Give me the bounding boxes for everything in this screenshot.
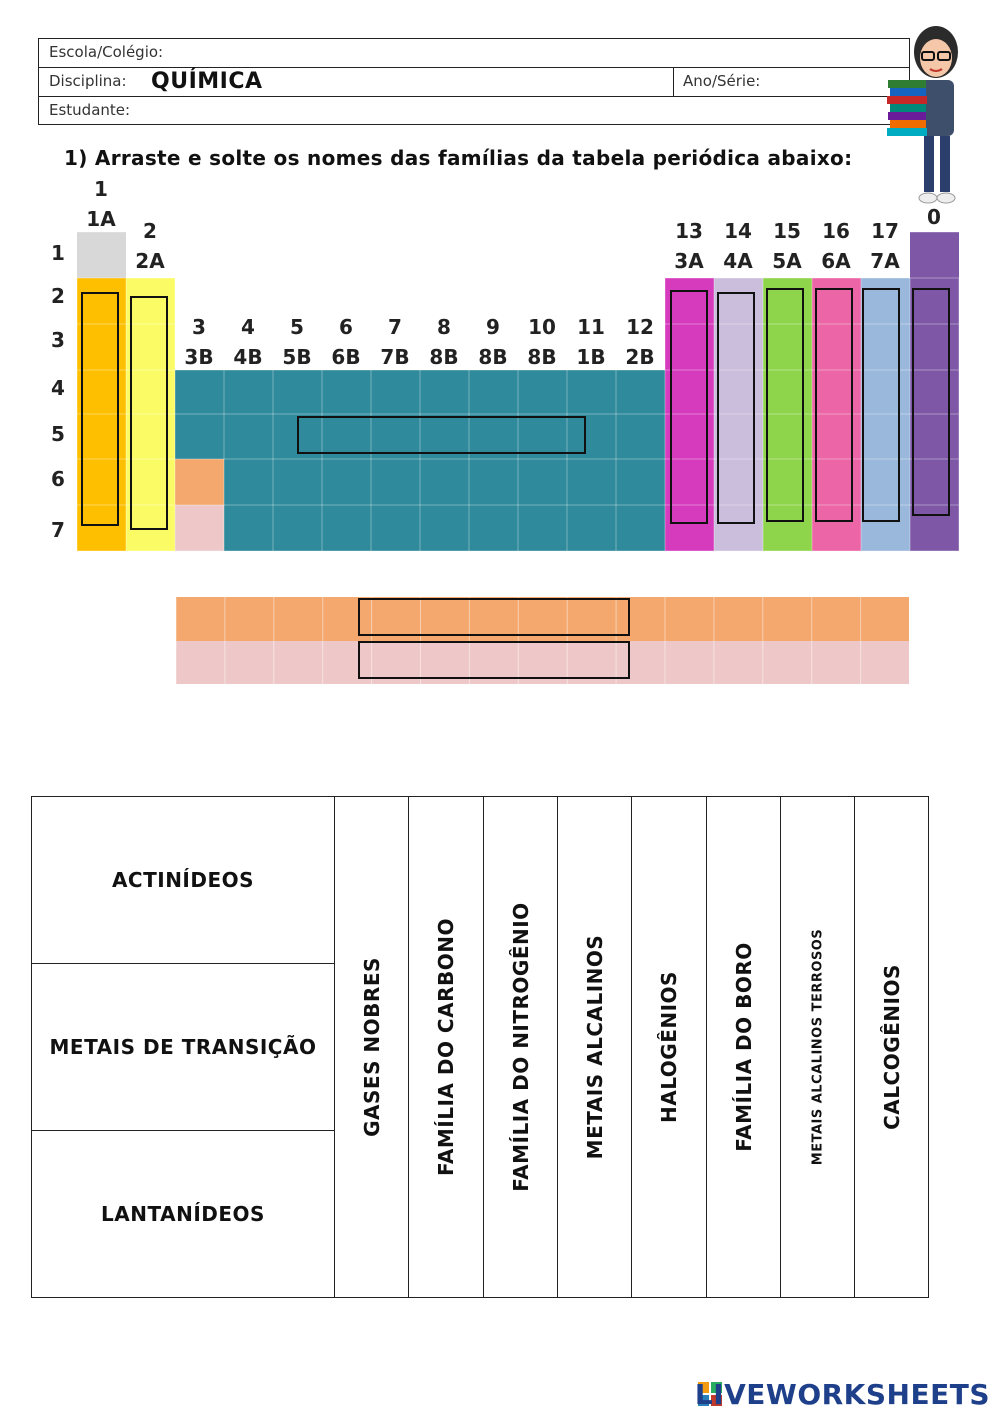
group-label-5 xyxy=(273,312,321,372)
group-subclass: 1B xyxy=(576,345,606,369)
answer-card-metais-alcalinos-terrosos[interactable] xyxy=(780,797,854,1297)
period-label-7: 7 xyxy=(51,518,65,542)
group-number: 9 xyxy=(486,315,500,339)
group-number: 14 xyxy=(724,219,752,243)
group-label-18 xyxy=(910,202,958,232)
group-label-6 xyxy=(322,312,370,372)
group-number: 2 xyxy=(143,219,157,243)
drop-target-group-13[interactable] xyxy=(670,290,708,524)
teacher-with-books-avatar-icon xyxy=(884,14,974,210)
group-subclass: 3A xyxy=(674,249,704,273)
drop-target-group-17[interactable] xyxy=(862,288,900,522)
group-subclass: 7B xyxy=(380,345,410,369)
answer-label: ACTINÍDEOS xyxy=(111,868,255,892)
group-subclass: 6B xyxy=(331,345,361,369)
header-row-student xyxy=(39,97,909,126)
group-label-13 xyxy=(665,216,713,276)
group-number: 0 xyxy=(927,205,941,229)
period-label-2: 2 xyxy=(51,284,65,308)
drop-target-actinides[interactable] xyxy=(358,641,630,679)
group-subclass: 8B xyxy=(527,345,557,369)
actinide-placeholder xyxy=(175,505,224,551)
drop-target-group-15[interactable] xyxy=(766,288,804,522)
period-label-4: 4 xyxy=(51,376,65,400)
group-subclass: 3B xyxy=(184,345,214,369)
group-subclass: 1A xyxy=(86,207,116,231)
school-label: Escola/Colégio: xyxy=(49,43,164,61)
answer-label: FAMÍLIA DO BORO xyxy=(731,942,756,1152)
drop-target-transition[interactable] xyxy=(297,416,586,454)
group-subclass: 8B xyxy=(429,345,459,369)
liveworksheets-logo: LIVEWORKSHEETS xyxy=(694,1378,990,1411)
group-label-14 xyxy=(714,216,762,276)
group-number: 6 xyxy=(339,315,353,339)
subject-value: QUÍMICA xyxy=(151,69,263,94)
answer-label: HALOGÊNIOS xyxy=(657,971,681,1123)
group-label-4 xyxy=(224,312,272,372)
answer-card-lantanideos[interactable] xyxy=(32,1131,334,1297)
hydrogen-cell xyxy=(77,232,126,278)
group-number: 15 xyxy=(773,219,801,243)
period-label-3: 3 xyxy=(51,328,65,352)
group-number: 4 xyxy=(241,315,255,339)
student-label: Estudante: xyxy=(49,101,131,119)
group-subclass: 4A xyxy=(723,249,753,273)
group-subclass: 4B xyxy=(233,345,263,369)
group-subclass: 8B xyxy=(478,345,508,369)
group-number: 11 xyxy=(577,315,605,339)
drop-target-group-1[interactable] xyxy=(81,292,119,526)
drop-target-lanthanides[interactable] xyxy=(358,598,630,636)
group-label-10 xyxy=(518,312,566,372)
group-subclass: 2B xyxy=(625,345,655,369)
answer-label: GASES NOBRES xyxy=(359,957,384,1137)
answer-card-metais-de-transicao[interactable] xyxy=(32,964,334,1131)
answer-label: LANTANÍDEOS xyxy=(101,1202,265,1226)
group-label-11 xyxy=(567,312,615,372)
group-label-9 xyxy=(469,312,517,372)
answer-label: METAIS ALCALINOS xyxy=(582,934,607,1160)
group-subclass: 5A xyxy=(772,249,802,273)
group-label-7 xyxy=(371,312,419,372)
group-number: 5 xyxy=(290,315,304,339)
answer-label: FAMÍLIA DO CARBONO xyxy=(434,918,458,1176)
answer-card-metais-alcalinos[interactable] xyxy=(557,797,631,1297)
group-number: 8 xyxy=(437,315,451,339)
group-number: 3 xyxy=(192,315,206,339)
group-number: 17 xyxy=(871,219,899,243)
group-number: 13 xyxy=(675,219,703,243)
answer-word-bank xyxy=(31,796,929,1298)
answer-label: CALCOGÊNIOS xyxy=(879,964,904,1130)
period-label-5: 5 xyxy=(51,422,65,446)
header-row-subject xyxy=(39,68,909,97)
subject-label: Disciplina: xyxy=(49,72,127,90)
group-subclass: 6A xyxy=(821,249,851,273)
group-label-1 xyxy=(77,174,125,234)
group-label-2 xyxy=(126,216,174,276)
transition-block xyxy=(175,370,665,551)
answer-card-calcogenios[interactable] xyxy=(854,797,928,1297)
answer-label: FAMÍLIA DO NITROGÊNIO xyxy=(508,902,533,1192)
answer-label: METAIS ALCALINOS TERROSOS xyxy=(810,928,825,1166)
group-label-8 xyxy=(420,312,468,372)
drop-target-group-18[interactable] xyxy=(912,288,950,516)
group-label-16 xyxy=(812,216,860,276)
group-label-15 xyxy=(763,216,811,276)
answer-card-halogenios[interactable] xyxy=(631,797,706,1297)
answer-label: METAIS DE TRANSIÇÃO xyxy=(49,1035,317,1059)
answer-card-familia-do-nitrogenio[interactable] xyxy=(483,797,557,1297)
group-subclass: 5B xyxy=(282,345,312,369)
group-number: 1 xyxy=(94,177,108,201)
group-number: 16 xyxy=(822,219,850,243)
answer-card-familia-do-boro[interactable] xyxy=(706,797,780,1297)
answer-card-gases-nobres[interactable] xyxy=(334,797,408,1297)
group-label-17 xyxy=(861,216,909,276)
period-label-6: 6 xyxy=(51,467,65,491)
group-subclass: 7A xyxy=(870,249,900,273)
group-label-3 xyxy=(175,312,223,372)
answer-card-familia-do-carbono[interactable] xyxy=(408,797,483,1297)
drop-target-group-14[interactable] xyxy=(717,292,755,524)
drop-target-group-2[interactable] xyxy=(130,296,168,530)
year-label: Ano/Série: xyxy=(683,72,761,90)
instruction-text: 1) Arraste e solte os nomes das famílias da tabela periódica abaixo: xyxy=(64,146,853,170)
header-row-school xyxy=(39,39,909,68)
header-divider xyxy=(673,68,674,96)
period-label-1: 1 xyxy=(51,241,65,265)
header-table xyxy=(38,38,910,125)
lanthanide-placeholder xyxy=(175,459,224,505)
group-number: 7 xyxy=(388,315,402,339)
group-number: 10 xyxy=(528,315,556,339)
drop-target-group-16[interactable] xyxy=(815,288,853,522)
group-label-12 xyxy=(616,312,664,372)
group-number: 12 xyxy=(626,315,654,339)
group-subclass: 2A xyxy=(135,249,165,273)
answer-card-actinideos[interactable] xyxy=(32,797,334,964)
